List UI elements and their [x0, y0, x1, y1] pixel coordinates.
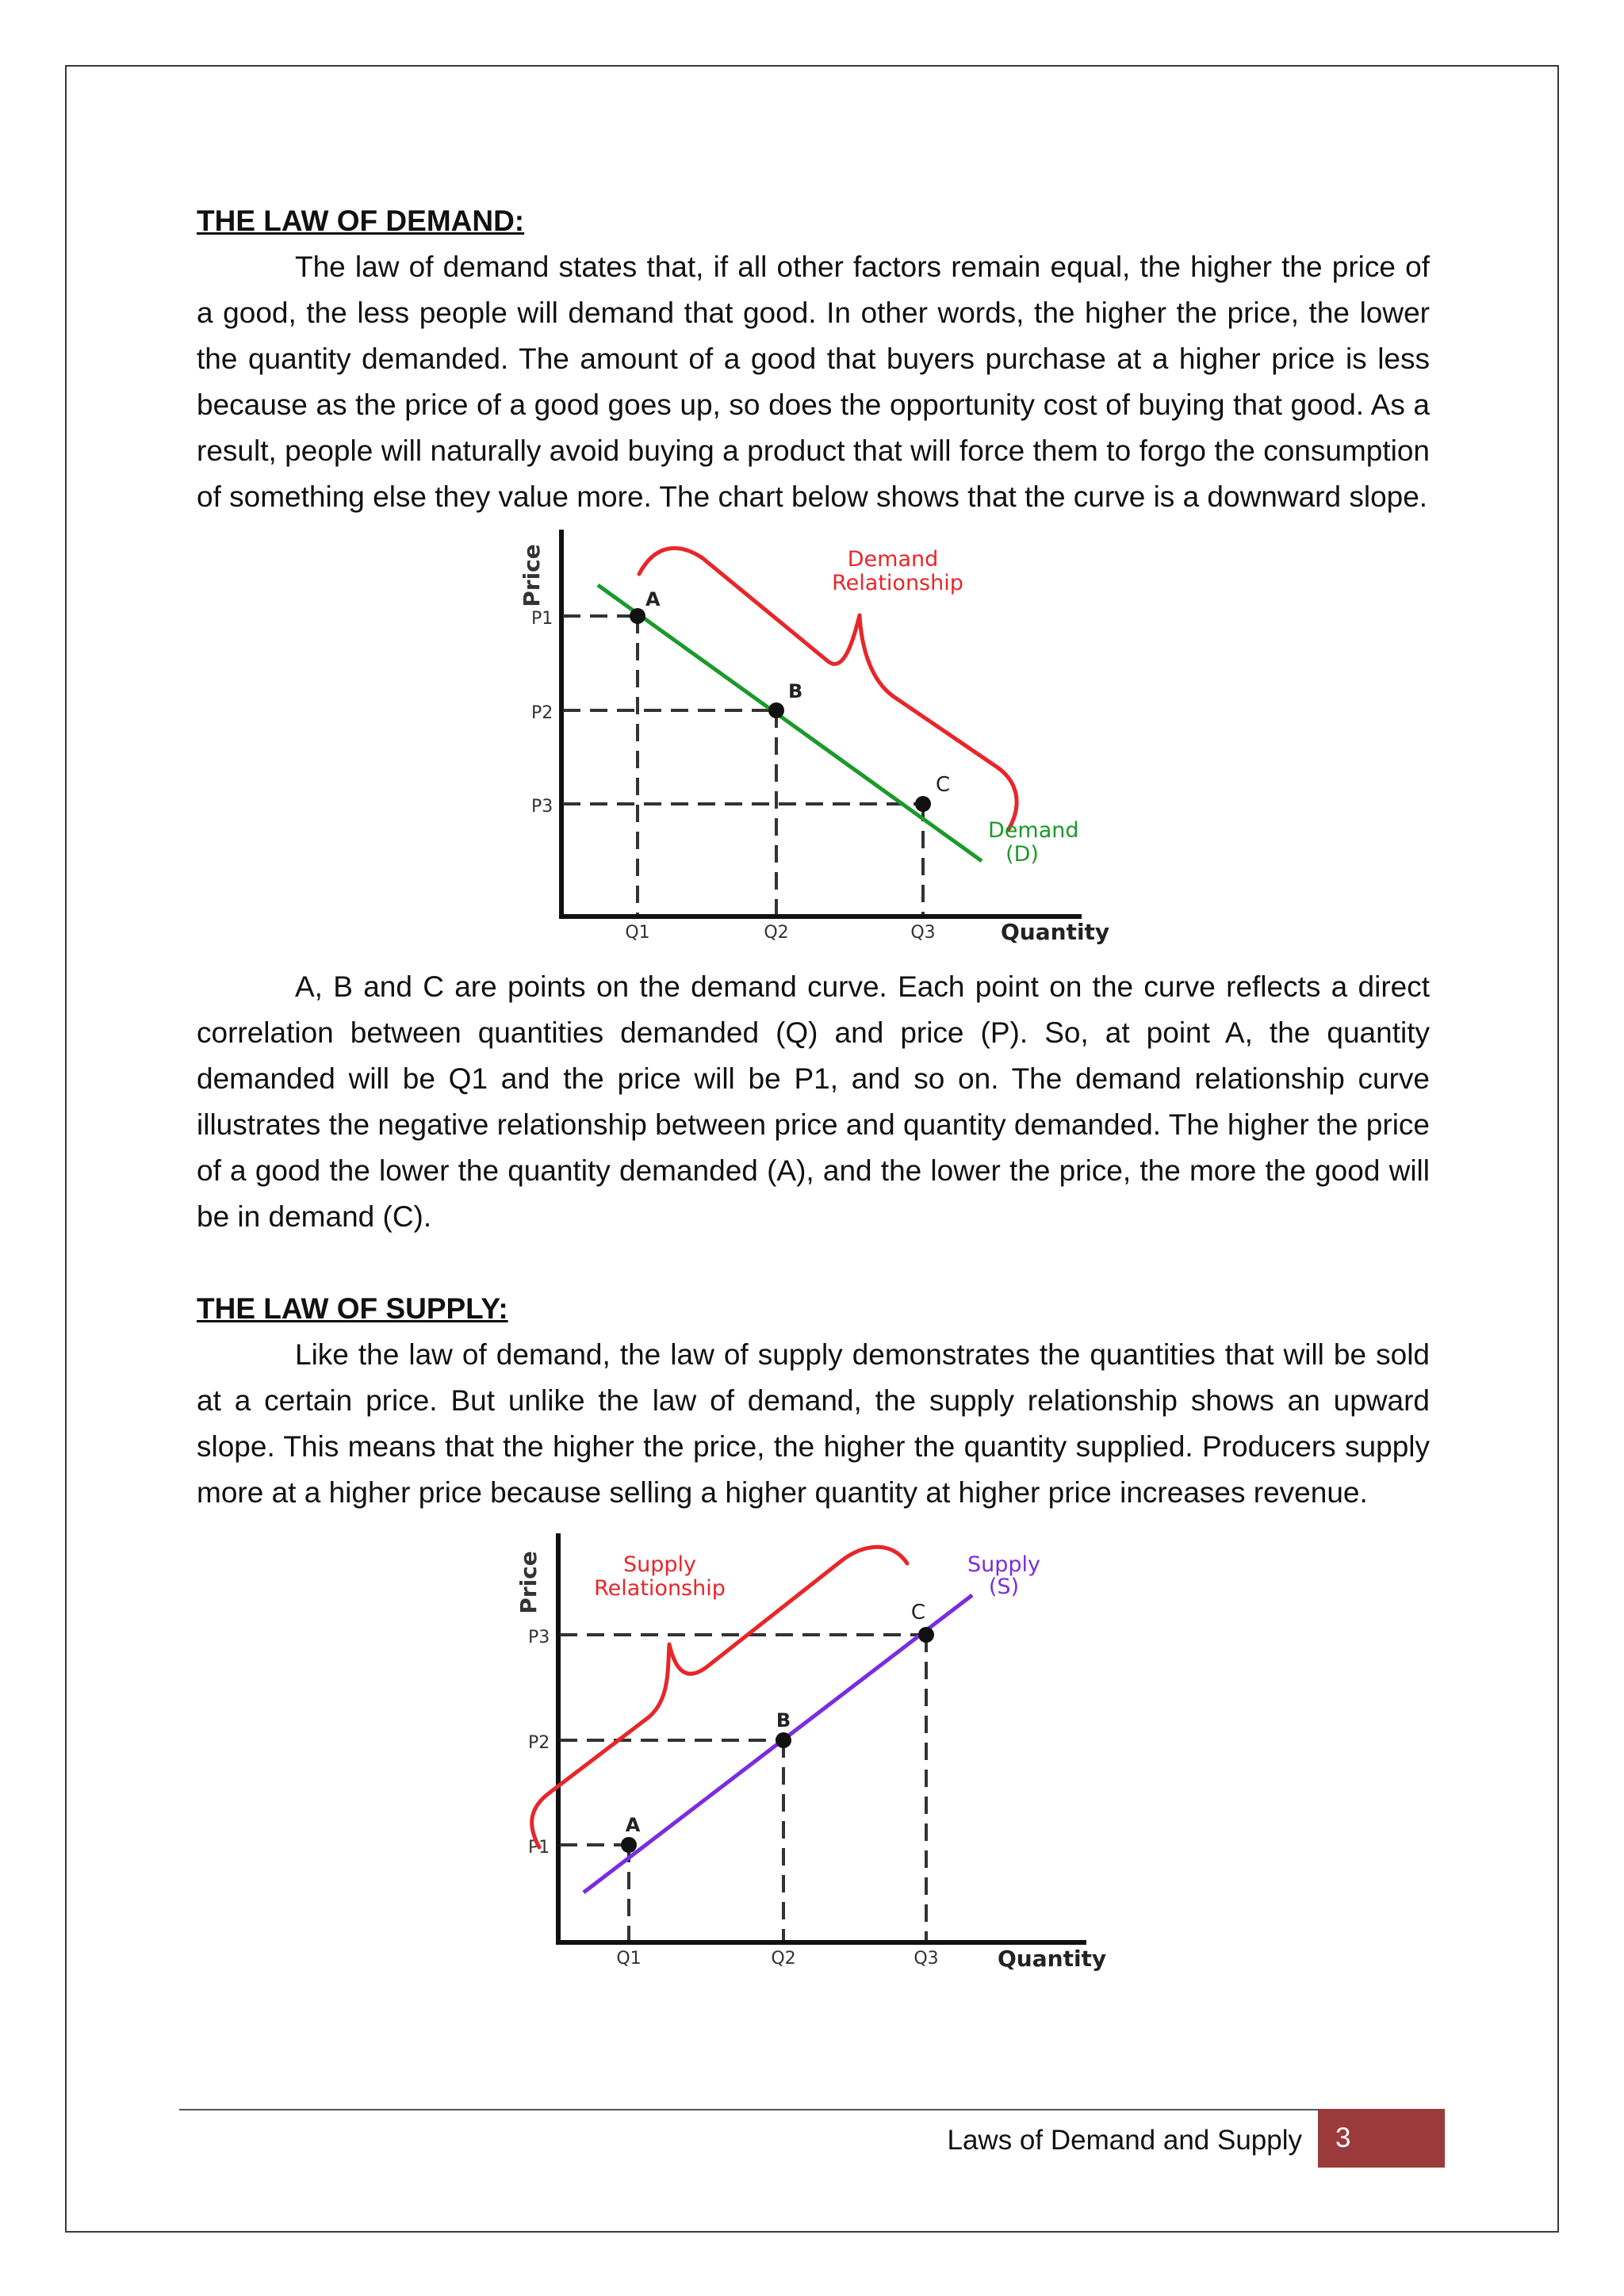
supply-tick-p3: P3 — [527, 1628, 550, 1647]
supply-tick-q1: Q1 — [615, 1949, 642, 1969]
demand-tick-q1: Q1 — [624, 923, 650, 943]
demand-point-a — [630, 608, 645, 624]
supply-point-a — [621, 1837, 637, 1853]
supply-tick-p1: P1 — [527, 1838, 550, 1858]
demand-tick-q2: Q2 — [763, 923, 789, 943]
demand-point-b-label: B — [787, 680, 802, 702]
supply-point-a-label: A — [625, 1814, 640, 1836]
demand-tick-q3: Q3 — [910, 923, 936, 943]
supply-curve-label-1: Supply — [967, 1552, 1040, 1577]
supply-y-axis-label: Price — [515, 1551, 542, 1614]
demand-point-c-label: C — [935, 773, 950, 797]
supply-relationship-label-2: Relationship — [593, 1576, 726, 1601]
demand-x-axis-label: Quantity — [1000, 919, 1109, 945]
supply-guides — [560, 1635, 926, 1940]
supply-heading: THE LAW OF SUPPLY: — [197, 1292, 508, 1325]
supply-tick-p2: P2 — [527, 1733, 550, 1753]
demand-tick-p2: P2 — [530, 703, 553, 723]
supply-relationship-label-1: Supply — [622, 1552, 696, 1577]
page-content — [197, 198, 1430, 1992]
footer-rule — [179, 2109, 1445, 2110]
supply-tick-q3: Q3 — [913, 1949, 939, 1969]
footer-title: Laws of Demand and Supply — [947, 2125, 1302, 2156]
demand-y-axis-label: Price — [518, 544, 545, 607]
demand-paragraph-2: A, B and C are points on the demand curve. Each point on the curve reflects a direct correlation between quantities demanded (Q) and price (P). So, at point A, the quantity demanded will be Q1 and the price will be P1, and so on. The demand relationship curve illustrates the negative relationship between price and quantity demanded. The higher the price of a good the lower the quantity demanded (A), and the lower the price, the more the good will be in demand (C). — [197, 970, 1430, 1233]
demand-paragraph-1: The law of demand states that, if all other factors remain equal, the higher the price of a good, the less people will demand that good. In other words, the higher the price, the lower the quantity demanded. The amount of a good that buyers purchase at a higher price is less because as the price of a good goes up, so does the opportunity cost of buying that good. As a result, people will naturally avoid buying a product that will force them to forgo the consumption of something else they value more. The chart below shows that the curve is a downward slope. — [197, 251, 1430, 513]
demand-tick-p1: P1 — [530, 609, 553, 629]
supply-point-c — [918, 1627, 934, 1643]
demand-chart — [512, 520, 1115, 964]
supply-point-b — [776, 1732, 791, 1748]
demand-point-a-label: A — [645, 588, 661, 610]
demand-curve-label-1: Demand — [987, 818, 1078, 843]
demand-tick-p3: P3 — [530, 797, 553, 817]
demand-curve — [598, 585, 982, 861]
demand-heading: THE LAW OF DEMAND: — [197, 205, 525, 237]
supply-paragraph-1: Like the law of demand, the law of supply demonstrates the quantities that will be sold at a certain price. But unlike the law of demand, the supply relationship shows an upward slope. This means that the higher the price, the higher the quantity supplied. Producers supply more at a higher price because selling a higher quantity at higher price increases revenue. — [197, 1338, 1430, 1509]
demand-point-b — [768, 702, 784, 718]
demand-relationship-label-2: Relationship — [831, 571, 963, 595]
page-number-badge: 3 — [1318, 2109, 1445, 2168]
demand-curve-label-2: (D) — [1005, 842, 1039, 867]
demand-relationship-label-1: Demand — [847, 547, 938, 572]
supply-point-c-label: C — [910, 1601, 925, 1624]
supply-x-axis-label: Quantity — [997, 1946, 1106, 1972]
demand-point-c — [915, 796, 931, 812]
supply-tick-q2: Q2 — [770, 1949, 796, 1969]
supply-chart — [504, 1516, 1123, 1992]
supply-point-b-label: B — [776, 1709, 791, 1732]
supply-curve-label-2: (S) — [988, 1575, 1019, 1599]
